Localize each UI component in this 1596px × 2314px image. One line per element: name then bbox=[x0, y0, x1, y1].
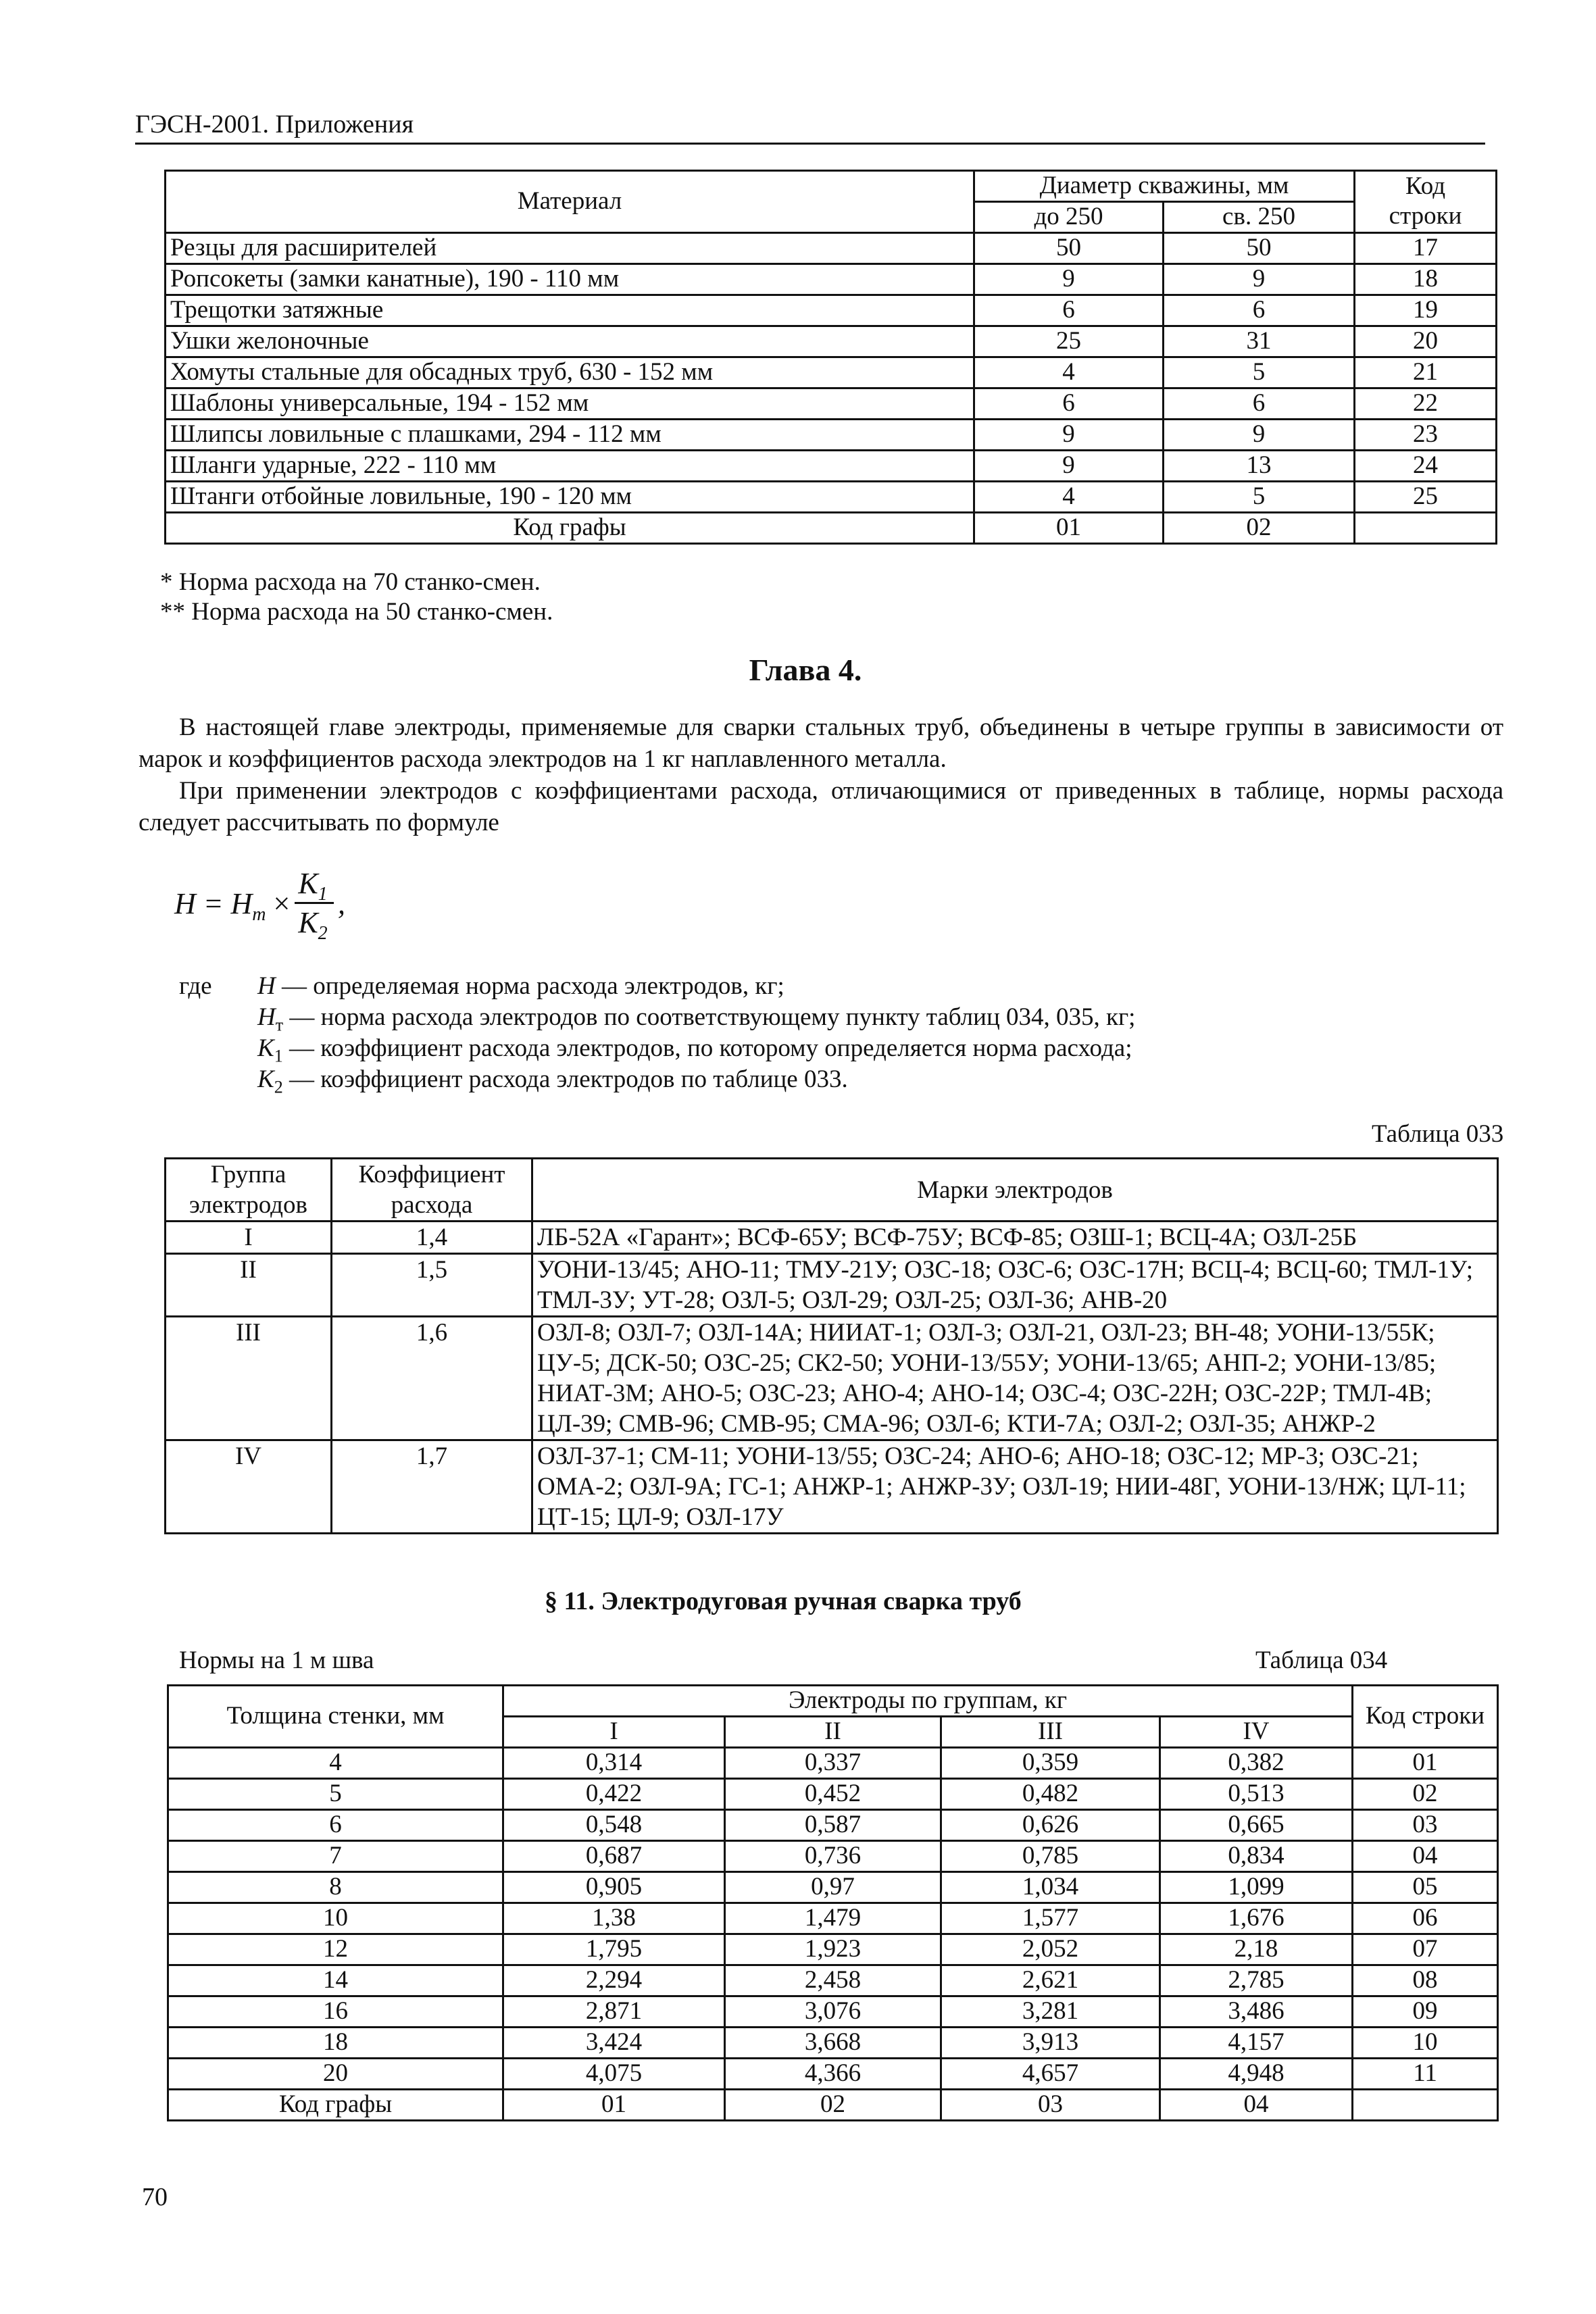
footer-code-2: 02 bbox=[725, 2090, 941, 2121]
row-code: 24 bbox=[1355, 451, 1497, 482]
electrode-norm: 3,913 bbox=[941, 2028, 1160, 2059]
value-upto-250: 6 bbox=[974, 388, 1164, 420]
row-code: 10 bbox=[1353, 2028, 1498, 2059]
electrode-norm: 1,38 bbox=[503, 1903, 725, 1934]
wall-thickness: 4 bbox=[168, 1748, 503, 1779]
value-upto-250: 6 bbox=[974, 295, 1164, 326]
wall-thickness: 16 bbox=[168, 1996, 503, 2028]
header-thickness: Толщина стенки, мм bbox=[168, 1686, 503, 1748]
header-upto-250: до 250 bbox=[974, 202, 1164, 233]
electrode-norm: 1,479 bbox=[725, 1903, 941, 1934]
material-name: Шлипсы ловильные с плашками, 294 - 112 мм bbox=[166, 420, 974, 451]
header-group-iv: IV bbox=[1160, 1717, 1353, 1748]
material-name: Резцы для расширителей bbox=[166, 233, 974, 264]
value-upto-250: 4 bbox=[974, 482, 1164, 513]
electrode-norm: 0,97 bbox=[725, 1872, 941, 1903]
table-row bbox=[168, 1748, 1498, 1779]
electrode-norm: 3,486 bbox=[1160, 1996, 1353, 2028]
wall-thickness: 5 bbox=[168, 1779, 503, 1810]
footer-code-4: 04 bbox=[1160, 2090, 1353, 2121]
electrode-norm: 1,923 bbox=[725, 1934, 941, 1965]
electrode-norm: 0,834 bbox=[1160, 1841, 1353, 1872]
def-3-text: — коэффициент расхода электродов, по которому определяется норма расхода; bbox=[282, 1034, 1132, 1062]
electrode-group: I bbox=[166, 1222, 332, 1254]
header-diameter: Диаметр скважины, мм bbox=[974, 171, 1355, 202]
row-code: 23 bbox=[1355, 420, 1497, 451]
row-code: 17 bbox=[1355, 233, 1497, 264]
table-row bbox=[166, 1254, 1498, 1317]
formula-comma: , bbox=[338, 887, 345, 920]
row-code: 06 bbox=[1353, 1903, 1498, 1934]
value-upto-250: 9 bbox=[974, 264, 1164, 295]
fraction-bar bbox=[295, 902, 334, 904]
page-number: 70 bbox=[142, 2183, 168, 2211]
electrode-norm: 0,548 bbox=[503, 1810, 725, 1841]
wall-thickness: 18 bbox=[168, 2028, 503, 2059]
value-over-250: 13 bbox=[1164, 451, 1355, 482]
electrode-norm: 0,687 bbox=[503, 1841, 725, 1872]
electrode-norm: 2,871 bbox=[503, 1996, 725, 2028]
electrode-brands: ОЗЛ-37-1; СМ-11; УОНИ-13/55; ОЗС-24; АНО-6; АНО-18; ОЗС-12; МР-3; ОЗС-21; ОМА-2; ОЗЛ-9А; ГС-1; АНЖР-1; АНЖР-3У; ОЗЛ-19; НИИ-48Г, УОНИ-13/НЖ; ЦЛ-11; ЦТ-15; ЦЛ-9; ОЗЛ-17У bbox=[532, 1440, 1498, 1534]
material-name: Ропсокеты (замки канатные), 190 - 110 мм bbox=[166, 264, 974, 295]
row-code: 08 bbox=[1353, 1965, 1498, 1996]
table-row bbox=[168, 1841, 1498, 1872]
paragraph-1: В настоящей главе электроды, применяемые для сварки стальных труб, объединены в четыре группы в зависимости от марок и коэффициентов расхода электродов на 1 кг наплавленного металла. bbox=[139, 713, 1503, 773]
electrode-norm: 0,905 bbox=[503, 1872, 725, 1903]
defs-where: где bbox=[179, 972, 212, 1000]
value-over-250: 31 bbox=[1164, 326, 1355, 357]
table-row bbox=[168, 1965, 1498, 1996]
row-code: 11 bbox=[1353, 2059, 1498, 2090]
table-row bbox=[168, 2028, 1498, 2059]
electrode-brands: ОЗЛ-8; ОЗЛ-7; ОЗЛ-14А; НИИАТ-1; ОЗЛ-3; ОЗЛ-21, ОЗЛ-23; ВН-48; УОНИ-13/55К; ЦУ-5; ДСК-50; ОЗС-25; СК2-50; УОНИ-13/55У; УОНИ-13/65; АНП-2; УОНИ-13/85; НИАТ-3М; АНО-5; ОЗС-23; АНО-4; АНО-14; ОЗС-4; ОЗС-22Н; ОЗС-22Р; ТМЛ-4В; ЦЛ-39; СМВ-96; СМВ-95; СМА-96; ОЗЛ-6; КТИ-7А; ОЗЛ-2; ОЗЛ-35; АНЖР-2 bbox=[532, 1317, 1498, 1440]
value-over-250: 9 bbox=[1164, 264, 1355, 295]
formula-numerator: K bbox=[298, 867, 318, 900]
value-upto-250: 9 bbox=[974, 420, 1164, 451]
def-1-symbol: H bbox=[257, 972, 276, 1000]
table-row bbox=[166, 451, 1497, 482]
table-row bbox=[166, 295, 1497, 326]
def-2-symbol: H bbox=[257, 1003, 276, 1031]
row-code: 03 bbox=[1353, 1810, 1498, 1841]
header-code-1: Код bbox=[1355, 171, 1497, 202]
table-row bbox=[168, 1872, 1498, 1903]
table-034-caption: Таблица 034 bbox=[1255, 1646, 1388, 1674]
material-name: Хомуты стальные для обсадных труб, 630 - 152 мм bbox=[166, 357, 974, 388]
electrode-group: III bbox=[166, 1317, 332, 1440]
def-1 bbox=[257, 971, 784, 1002]
header-electrodes: Электроды по группам, кг bbox=[503, 1686, 1353, 1717]
electrode-norm: 2,052 bbox=[941, 1934, 1160, 1965]
header-material: Материал bbox=[166, 171, 974, 233]
def-3-sub: 1 bbox=[274, 1046, 283, 1066]
table-row bbox=[168, 2059, 1498, 2090]
electrode-group: II bbox=[166, 1254, 332, 1317]
value-over-250: 9 bbox=[1164, 420, 1355, 451]
page-header: ГЭСН-2001. Приложения bbox=[135, 110, 414, 139]
electrode-norm: 1,034 bbox=[941, 1872, 1160, 1903]
def-4 bbox=[257, 1064, 848, 1103]
header-coefficient bbox=[332, 1159, 532, 1222]
electrode-norm: 0,337 bbox=[725, 1748, 941, 1779]
footnote-1: * Норма расхода на 70 станко-смен. bbox=[160, 568, 541, 596]
header-row-code: Код строки bbox=[1353, 1686, 1498, 1748]
value-upto-250: 25 bbox=[974, 326, 1164, 357]
def-2-text: — норма расхода электродов по соответствующему пункту таблиц 034, 035, кг; bbox=[283, 1003, 1136, 1031]
def-3-symbol: K bbox=[257, 1034, 274, 1062]
table-033 bbox=[164, 1157, 1499, 1534]
consumption-coefficient: 1,4 bbox=[332, 1222, 532, 1254]
table-row bbox=[166, 264, 1497, 295]
electrode-norm: 1,099 bbox=[1160, 1872, 1353, 1903]
header-coefficient-line-2: расхода bbox=[391, 1191, 473, 1219]
electrode-norm: 0,452 bbox=[725, 1779, 941, 1810]
material-name: Шланги ударные, 222 - 110 мм bbox=[166, 451, 974, 482]
row-code: 22 bbox=[1355, 388, 1497, 420]
table-row bbox=[168, 1934, 1498, 1965]
electrode-norm: 4,075 bbox=[503, 2059, 725, 2090]
header-brands: Марки электродов bbox=[532, 1159, 1498, 1222]
wall-thickness: 7 bbox=[168, 1841, 503, 1872]
header-group bbox=[166, 1159, 332, 1222]
table-row bbox=[166, 420, 1497, 451]
row-code: 21 bbox=[1355, 357, 1497, 388]
value-upto-250: 50 bbox=[974, 233, 1164, 264]
electrode-norm: 3,076 bbox=[725, 1996, 941, 2028]
table-row bbox=[166, 233, 1497, 264]
electrode-norm: 0,587 bbox=[725, 1810, 941, 1841]
electrode-norm: 2,621 bbox=[941, 1965, 1160, 1996]
electrode-norm: 3,281 bbox=[941, 1996, 1160, 2028]
section-title: § 11. Электродуговая ручная сварка труб bbox=[545, 1587, 1022, 1615]
electrode-norm: 2,18 bbox=[1160, 1934, 1353, 1965]
electrode-norm: 0,785 bbox=[941, 1841, 1160, 1872]
materials-table bbox=[164, 170, 1497, 545]
def-4-text: — коэффициент расхода электродов по таблице 033. bbox=[282, 1065, 848, 1093]
consumption-coefficient: 1,5 bbox=[332, 1254, 532, 1317]
electrode-norm: 0,482 bbox=[941, 1779, 1160, 1810]
value-over-250: 6 bbox=[1164, 295, 1355, 326]
row-code: 01 bbox=[1353, 1748, 1498, 1779]
electrode-norm: 3,668 bbox=[725, 2028, 941, 2059]
electrode-norm: 4,948 bbox=[1160, 2059, 1353, 2090]
table-034 bbox=[167, 1684, 1499, 2121]
header-group-ii: II bbox=[725, 1717, 941, 1748]
paragraph-2: При применении электродов с коэффициентами расхода, отличающимися от приведенных в таблице, нормы расхода следует рассчитывать по формуле bbox=[139, 777, 1503, 836]
table-row bbox=[166, 357, 1497, 388]
table-row bbox=[168, 1810, 1498, 1841]
wall-thickness: 8 bbox=[168, 1872, 503, 1903]
row-code: 07 bbox=[1353, 1934, 1498, 1965]
value-over-250: 5 bbox=[1164, 357, 1355, 388]
row-code: 09 bbox=[1353, 1996, 1498, 2028]
row-code: 20 bbox=[1355, 326, 1497, 357]
table-row bbox=[166, 1440, 1498, 1534]
electrode-norm: 3,424 bbox=[503, 2028, 725, 2059]
electrode-norm: 0,665 bbox=[1160, 1810, 1353, 1841]
table-row bbox=[168, 1903, 1498, 1934]
electrode-norm: 1,795 bbox=[503, 1934, 725, 1965]
value-over-250: 50 bbox=[1164, 233, 1355, 264]
def-1-text: — определяемая норма расхода электродов, кг; bbox=[275, 972, 784, 1000]
table-row bbox=[168, 1996, 1498, 2028]
formula-denominator: K bbox=[298, 906, 318, 939]
def-2-sub: т bbox=[275, 1015, 284, 1035]
formula-numerator-sub: 1 bbox=[318, 883, 328, 905]
table-row bbox=[166, 1222, 1498, 1254]
electrode-brands: ЛБ-52А «Гарант»; ВСФ-65У; ВСФ-75У; ВСФ-85; ОЗШ-1; ВСЦ-4А; ОЗЛ-25Б bbox=[532, 1222, 1498, 1254]
material-name: Трещотки затяжные bbox=[166, 295, 974, 326]
header-code-2: строки bbox=[1355, 202, 1497, 233]
value-upto-250: 4 bbox=[974, 357, 1164, 388]
row-code: 02 bbox=[1353, 1779, 1498, 1810]
row-code: 05 bbox=[1353, 1872, 1498, 1903]
def-4-symbol: K bbox=[257, 1065, 274, 1093]
table-row bbox=[166, 388, 1497, 420]
footer-code-label: Код графы bbox=[166, 513, 974, 544]
header-group-line-2: электродов bbox=[189, 1191, 307, 1219]
electrode-norm: 1,676 bbox=[1160, 1903, 1353, 1934]
footer-code-label: Код графы bbox=[168, 2090, 503, 2121]
footer-code-3: 03 bbox=[941, 2090, 1160, 2121]
table-row bbox=[166, 326, 1497, 357]
table-row bbox=[168, 1779, 1498, 1810]
chapter-title: Глава 4. bbox=[749, 653, 862, 687]
electrode-norm: 4,657 bbox=[941, 2059, 1160, 2090]
electrode-norm: 4,366 bbox=[725, 2059, 941, 2090]
material-name: Ушки желоночные bbox=[166, 326, 974, 357]
table-034-norms: Нормы на 1 м шва bbox=[179, 1646, 374, 1674]
value-over-250: 5 bbox=[1164, 482, 1355, 513]
electrode-norm: 0,382 bbox=[1160, 1748, 1353, 1779]
table-row bbox=[166, 482, 1497, 513]
header-coefficient-line-1: Коэффициент bbox=[358, 1161, 505, 1188]
electrode-norm: 2,294 bbox=[503, 1965, 725, 1996]
header-group-iii: III bbox=[941, 1717, 1160, 1748]
electrode-brands: УОНИ-13/45; АНО-11; ТМУ-21У; ОЗС-18; ОЗС-6; ОЗС-17Н; ВСЦ-4; ВСЦ-60; ТМЛ-1У; ТМЛ-3У; УТ-28; ОЗЛ-5; ОЗЛ-29; ОЗЛ-25; ОЗЛ-36; АНВ-20 bbox=[532, 1254, 1498, 1317]
row-code: 04 bbox=[1353, 1841, 1498, 1872]
electrode-norm: 0,513 bbox=[1160, 1779, 1353, 1810]
footer-code-b: 02 bbox=[1164, 513, 1355, 544]
electrode-norm: 1,577 bbox=[941, 1903, 1160, 1934]
formula-times: × bbox=[273, 887, 291, 920]
footer-code-1: 01 bbox=[503, 2090, 725, 2121]
header-group-line-1: Группа bbox=[210, 1161, 286, 1188]
footer-code-empty bbox=[1353, 2090, 1498, 2121]
value-upto-250: 9 bbox=[974, 451, 1164, 482]
wall-thickness: 12 bbox=[168, 1934, 503, 1965]
wall-thickness: 6 bbox=[168, 1810, 503, 1841]
wall-thickness: 20 bbox=[168, 2059, 503, 2090]
formula bbox=[174, 867, 445, 946]
def-4-sub: 2 bbox=[274, 1077, 283, 1097]
row-code: 19 bbox=[1355, 295, 1497, 326]
formula-lhs: H = H bbox=[174, 887, 253, 920]
formula-denominator-sub: 2 bbox=[318, 922, 328, 944]
row-code: 18 bbox=[1355, 264, 1497, 295]
header-group-i: I bbox=[503, 1717, 725, 1748]
material-name: Штанги отбойные ловильные, 190 - 120 мм bbox=[166, 482, 974, 513]
footer-code-a: 01 bbox=[974, 513, 1164, 544]
material-name: Шаблоны универсальные, 194 - 152 мм bbox=[166, 388, 974, 420]
row-code: 25 bbox=[1355, 482, 1497, 513]
consumption-coefficient: 1,6 bbox=[332, 1317, 532, 1440]
footer-code-empty bbox=[1355, 513, 1497, 544]
table-033-caption: Таблица 033 bbox=[1372, 1120, 1504, 1148]
formula-lhs-sub: т bbox=[252, 903, 266, 925]
electrode-group: IV bbox=[166, 1440, 332, 1534]
electrode-norm: 0,736 bbox=[725, 1841, 941, 1872]
electrode-norm: 4,157 bbox=[1160, 2028, 1353, 2059]
electrode-norm: 0,626 bbox=[941, 1810, 1160, 1841]
table-row bbox=[166, 1317, 1498, 1440]
header-over-250: св. 250 bbox=[1164, 202, 1355, 233]
electrode-norm: 0,359 bbox=[941, 1748, 1160, 1779]
header-divider bbox=[135, 143, 1485, 145]
electrode-norm: 2,458 bbox=[725, 1965, 941, 1996]
electrode-norm: 0,422 bbox=[503, 1779, 725, 1810]
wall-thickness: 10 bbox=[168, 1903, 503, 1934]
value-over-250: 6 bbox=[1164, 388, 1355, 420]
footnote-2: ** Норма расхода на 50 станко-смен. bbox=[160, 598, 553, 626]
consumption-coefficient: 1,7 bbox=[332, 1440, 532, 1534]
electrode-norm: 2,785 bbox=[1160, 1965, 1353, 1996]
electrode-norm: 0,314 bbox=[503, 1748, 725, 1779]
wall-thickness: 14 bbox=[168, 1965, 503, 1996]
